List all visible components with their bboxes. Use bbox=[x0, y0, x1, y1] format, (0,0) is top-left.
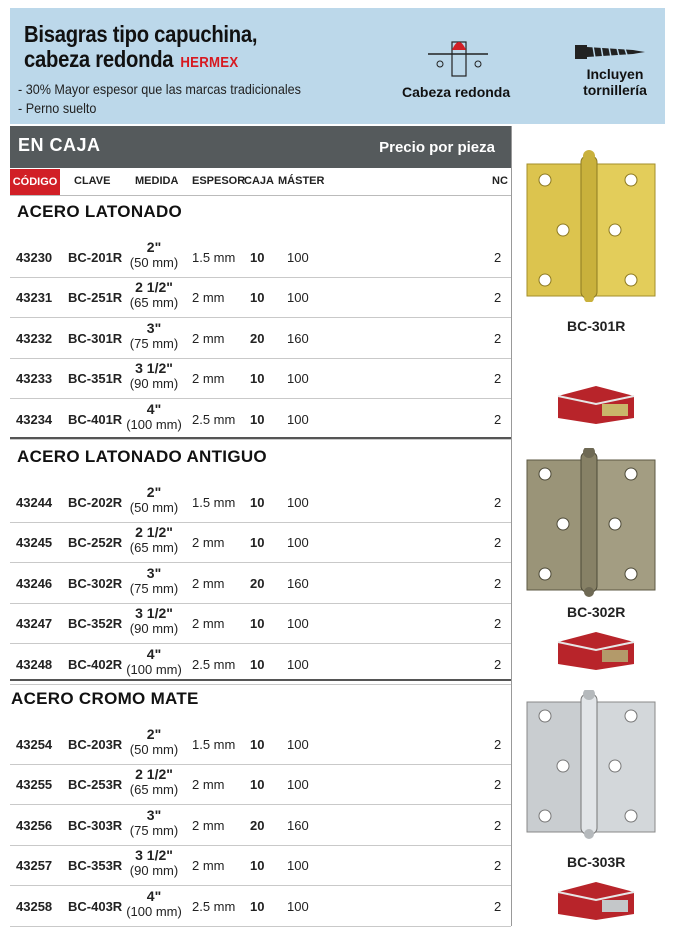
row-medida-mm: (75 mm) bbox=[129, 822, 179, 838]
row-clave: BC-251R bbox=[68, 290, 123, 306]
row-master: 100 bbox=[287, 371, 309, 387]
row-caja: 10 bbox=[250, 898, 265, 914]
row-medida bbox=[122, 485, 186, 515]
row-code: 43230 bbox=[16, 250, 53, 265]
row-code: 43255 bbox=[16, 777, 53, 793]
header-banner bbox=[10, 8, 665, 124]
price-per-piece-label: Precio por pieza bbox=[379, 139, 495, 156]
table-row bbox=[10, 482, 511, 522]
row-medida-mm: (90 mm) bbox=[129, 863, 179, 879]
row-caja: 10 bbox=[250, 495, 265, 510]
row-nc: 2 bbox=[494, 817, 502, 833]
row-medida bbox=[122, 525, 186, 555]
row-caja: 10 bbox=[250, 535, 265, 551]
row-medida-mm: (100 mm) bbox=[126, 416, 182, 432]
header-divider bbox=[10, 195, 511, 196]
col-medida: MEDIDA bbox=[135, 175, 179, 187]
round-head-label: Cabeza redonda bbox=[402, 84, 511, 100]
brand-logo: HERMEX bbox=[180, 54, 239, 71]
row-espesor: 2 mm bbox=[192, 616, 225, 632]
table-row bbox=[10, 644, 511, 684]
en-caja-label: EN CAJA bbox=[18, 135, 101, 155]
row-code: 43246 bbox=[16, 575, 53, 591]
row-espesor: 2 mm bbox=[192, 290, 225, 306]
row-clave: BC-352R bbox=[68, 616, 123, 632]
product-box-image bbox=[556, 384, 636, 424]
row-espesor: 2 mm bbox=[192, 535, 225, 551]
row-medida-mm: (65 mm) bbox=[129, 295, 179, 311]
row-espesor: 2 mm bbox=[192, 330, 225, 346]
row-divider bbox=[10, 684, 511, 685]
row-clave: BC-301R bbox=[68, 330, 123, 346]
table-row bbox=[10, 277, 511, 317]
table-row bbox=[10, 563, 511, 603]
includes-screws-label bbox=[570, 66, 660, 98]
row-nc: 2 bbox=[494, 535, 502, 551]
row-medida-inches: 2 1/2" bbox=[135, 524, 173, 541]
row-medida-mm: (90 mm) bbox=[129, 376, 179, 392]
row-espesor: 1.5 mm bbox=[192, 737, 236, 752]
row-caja: 10 bbox=[250, 250, 265, 265]
section-divider bbox=[10, 437, 511, 439]
col-master: MÁSTER bbox=[278, 175, 325, 187]
col-caja: CAJA bbox=[244, 175, 274, 187]
row-medida-inches: 2" bbox=[146, 726, 162, 742]
row-medida-inches: 4" bbox=[146, 887, 162, 904]
feature-bullet: - Perno suelto bbox=[18, 100, 97, 116]
row-master: 100 bbox=[287, 290, 309, 306]
row-code: 43248 bbox=[16, 656, 53, 672]
product-box-image bbox=[556, 880, 636, 920]
feature-bullet: - 30% Mayor espesor que las marcas tradicionales bbox=[18, 81, 301, 97]
includes-line-2: tornillería bbox=[583, 82, 647, 98]
row-espesor: 2 mm bbox=[192, 817, 225, 833]
row-nc: 2 bbox=[494, 411, 502, 427]
col-espesor: ESPESOR bbox=[192, 175, 246, 187]
row-medida bbox=[122, 848, 186, 878]
row-medida-mm: (90 mm) bbox=[129, 621, 179, 637]
row-nc: 2 bbox=[494, 858, 502, 874]
row-medida bbox=[122, 727, 186, 757]
row-master: 100 bbox=[287, 535, 309, 551]
table-row bbox=[10, 318, 511, 358]
row-code: 43234 bbox=[16, 411, 53, 427]
row-code: 43244 bbox=[16, 495, 53, 510]
row-clave: BC-303R bbox=[68, 817, 123, 833]
col-nc: NC bbox=[492, 175, 508, 187]
row-nc: 2 bbox=[494, 777, 502, 793]
row-espesor: 2.5 mm bbox=[192, 898, 236, 914]
includes-line-1: Incluyen bbox=[586, 66, 644, 82]
row-medida-inches: 3 1/2" bbox=[135, 605, 173, 622]
row-caja: 10 bbox=[250, 616, 265, 632]
row-medida-inches: 3" bbox=[146, 806, 162, 823]
row-clave: BC-252R bbox=[68, 535, 123, 551]
row-clave: BC-202R bbox=[68, 495, 123, 510]
table-row bbox=[10, 399, 511, 439]
row-espesor: 2 mm bbox=[192, 575, 225, 591]
row-code: 43257 bbox=[16, 858, 53, 874]
row-espesor: 2 mm bbox=[192, 858, 225, 874]
row-medida-inches: 3 1/2" bbox=[135, 847, 173, 864]
row-code: 43247 bbox=[16, 616, 53, 632]
row-medida-mm: (75 mm) bbox=[129, 580, 179, 596]
table-row bbox=[10, 358, 511, 398]
row-espesor: 1.5 mm bbox=[192, 250, 236, 265]
row-master: 100 bbox=[287, 495, 309, 510]
row-clave: BC-302R bbox=[68, 575, 123, 591]
col-codigo: CÓDIGO bbox=[10, 169, 60, 195]
section-divider bbox=[10, 679, 511, 681]
row-caja: 10 bbox=[250, 371, 265, 387]
row-medida-mm: (50 mm) bbox=[129, 255, 179, 270]
product-label-antique: BC-302R bbox=[567, 604, 626, 620]
row-caja: 10 bbox=[250, 858, 265, 874]
row-medida bbox=[122, 566, 186, 596]
row-medida bbox=[122, 606, 186, 636]
row-caja: 10 bbox=[250, 411, 265, 427]
row-medida bbox=[122, 808, 186, 838]
row-medida-mm: (65 mm) bbox=[129, 782, 179, 798]
product-box-image bbox=[556, 630, 636, 670]
section-title: ACERO CROMO MATE bbox=[11, 689, 199, 708]
row-master: 160 bbox=[287, 330, 309, 346]
col-clave: CLAVE bbox=[74, 175, 111, 187]
antique-brass-hinge-image bbox=[525, 448, 657, 598]
section-title: ACERO LATONADO ANTIGUO bbox=[17, 447, 267, 466]
round-head-hinge-icon bbox=[428, 34, 488, 78]
row-caja: 10 bbox=[250, 290, 265, 306]
row-code: 43245 bbox=[16, 535, 53, 551]
row-medida-mm: (65 mm) bbox=[129, 540, 179, 556]
title-line-1: Bisagras tipo capuchina, bbox=[24, 21, 258, 47]
row-code: 43256 bbox=[16, 817, 53, 833]
row-nc: 2 bbox=[494, 656, 502, 672]
row-medida-mm: (50 mm) bbox=[129, 500, 179, 515]
row-caja: 20 bbox=[250, 330, 265, 346]
row-caja: 10 bbox=[250, 656, 265, 672]
row-medida-inches: 2 1/2" bbox=[135, 766, 173, 783]
row-clave: BC-203R bbox=[68, 737, 123, 752]
table-row bbox=[10, 724, 511, 764]
row-caja: 20 bbox=[250, 817, 265, 833]
table-row bbox=[10, 886, 511, 926]
row-espesor: 2.5 mm bbox=[192, 656, 236, 672]
row-clave: BC-351R bbox=[68, 371, 123, 387]
section-title: ACERO LATONADO bbox=[17, 202, 183, 221]
row-divider bbox=[10, 926, 511, 927]
row-medida-inches: 4" bbox=[146, 400, 162, 417]
row-caja: 10 bbox=[250, 737, 265, 752]
page-title bbox=[24, 22, 257, 75]
table-row bbox=[10, 805, 511, 845]
row-nc: 2 bbox=[494, 495, 502, 510]
product-label-chrome: BC-303R bbox=[567, 854, 626, 870]
table-header bbox=[10, 169, 511, 195]
row-medida bbox=[122, 321, 186, 351]
row-clave: BC-402R bbox=[68, 656, 123, 672]
row-medida-mm: (50 mm) bbox=[129, 742, 179, 757]
row-espesor: 2 mm bbox=[192, 371, 225, 387]
row-master: 100 bbox=[287, 858, 309, 874]
row-medida-mm: (75 mm) bbox=[129, 335, 179, 351]
row-medida bbox=[122, 889, 186, 919]
row-code: 43254 bbox=[16, 737, 53, 752]
row-medida-mm: (100 mm) bbox=[126, 661, 182, 677]
row-master: 100 bbox=[287, 250, 309, 265]
screw-icon bbox=[573, 42, 647, 62]
row-nc: 2 bbox=[494, 371, 502, 387]
row-medida-inches: 2" bbox=[146, 239, 162, 255]
row-clave: BC-401R bbox=[68, 411, 123, 427]
row-clave: BC-201R bbox=[68, 250, 123, 265]
row-code: 43231 bbox=[16, 290, 53, 306]
table-row bbox=[10, 237, 511, 277]
table-right-border bbox=[511, 126, 512, 926]
section-bar bbox=[10, 126, 511, 168]
row-medida-mm: (100 mm) bbox=[126, 903, 182, 919]
title-line-2: cabeza redonda bbox=[24, 46, 174, 72]
row-espesor: 2 mm bbox=[192, 777, 225, 793]
feature-list bbox=[18, 80, 301, 118]
row-caja: 20 bbox=[250, 575, 265, 591]
chrome-hinge-image bbox=[525, 690, 657, 840]
row-espesor: 2.5 mm bbox=[192, 411, 236, 427]
row-nc: 2 bbox=[494, 330, 502, 346]
row-medida bbox=[122, 647, 186, 677]
row-master: 160 bbox=[287, 817, 309, 833]
row-master: 100 bbox=[287, 656, 309, 672]
row-medida-inches: 2" bbox=[146, 484, 162, 500]
row-medida-inches: 3" bbox=[146, 564, 162, 581]
row-nc: 2 bbox=[494, 898, 502, 914]
row-master: 100 bbox=[287, 737, 309, 752]
row-code: 43258 bbox=[16, 898, 53, 914]
row-clave: BC-403R bbox=[68, 898, 123, 914]
row-medida bbox=[122, 280, 186, 310]
brass-hinge-image bbox=[525, 150, 657, 302]
row-nc: 2 bbox=[494, 575, 502, 591]
row-medida-inches: 3 1/2" bbox=[135, 360, 173, 377]
row-medida-inches: 2 1/2" bbox=[135, 279, 173, 296]
row-espesor: 1.5 mm bbox=[192, 495, 236, 510]
row-code: 43232 bbox=[16, 330, 53, 346]
row-clave: BC-353R bbox=[68, 858, 123, 874]
row-nc: 2 bbox=[494, 616, 502, 632]
row-medida bbox=[122, 361, 186, 391]
row-clave: BC-253R bbox=[68, 777, 123, 793]
row-master: 100 bbox=[287, 411, 309, 427]
row-master: 100 bbox=[287, 898, 309, 914]
row-master: 100 bbox=[287, 777, 309, 793]
row-medida bbox=[122, 402, 186, 432]
row-master: 160 bbox=[287, 575, 309, 591]
row-nc: 2 bbox=[494, 250, 502, 265]
table-row bbox=[10, 603, 511, 643]
row-medida bbox=[122, 240, 186, 270]
row-master: 100 bbox=[287, 616, 309, 632]
row-medida-inches: 3" bbox=[146, 319, 162, 336]
table-row bbox=[10, 845, 511, 885]
product-label-brass: BC-301R bbox=[567, 318, 626, 334]
table-row bbox=[10, 764, 511, 804]
row-nc: 2 bbox=[494, 290, 502, 306]
row-code: 43233 bbox=[16, 371, 53, 387]
row-medida bbox=[122, 767, 186, 797]
table-row bbox=[10, 522, 511, 562]
row-medida-inches: 4" bbox=[146, 645, 162, 662]
row-caja: 10 bbox=[250, 777, 265, 793]
row-nc: 2 bbox=[494, 737, 502, 752]
